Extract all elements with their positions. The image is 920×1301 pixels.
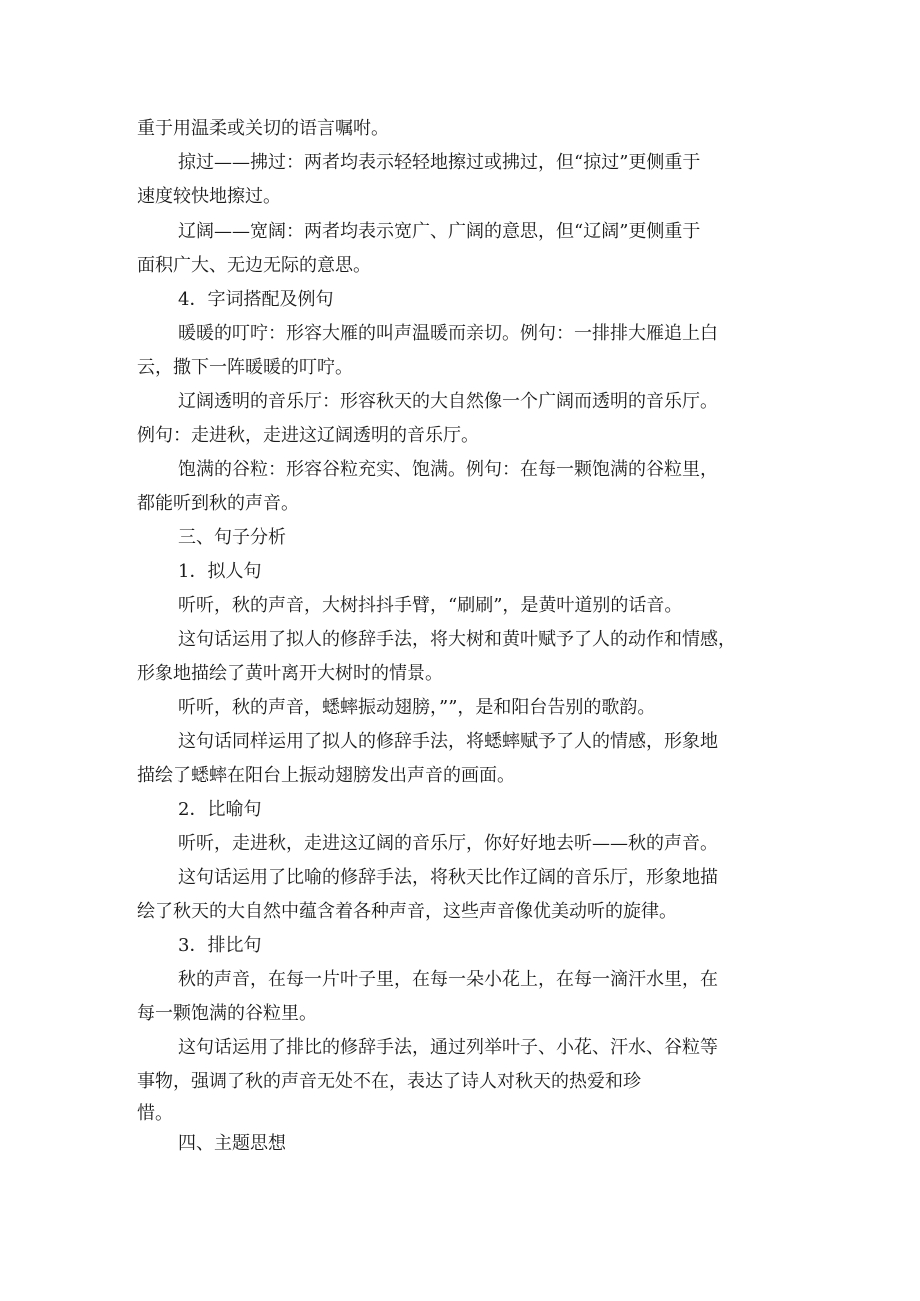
text-line: 例句：走进秋，走进这辽阔透明的音乐厅。	[137, 425, 479, 446]
section-heading: 2．比喻句	[178, 799, 262, 820]
text-line: 饱满的谷粒：形容谷粒充实、饱满。例句：在每一颗饱满的谷粒里，	[178, 459, 718, 480]
text-line: 都能听到秋的声音。	[137, 493, 299, 514]
text-line: 听听，走进秋，走进这辽阔的音乐厅，你好好地去听——秋的声音。	[178, 833, 718, 854]
section-heading: 四、主题思想	[178, 1133, 286, 1154]
text-line: 惜。	[137, 1103, 173, 1124]
text-line: 每一颗饱满的谷粒里。	[137, 1003, 317, 1024]
text-line: 辽阔——宽阔：两者均表示宽广、广阔的意思，但“辽阔”更侧重于	[178, 221, 701, 242]
text-line: 事物，强调了秋的声音无处不在，表达了诗人对秋天的热爱和珍	[137, 1071, 641, 1092]
text-line: 云，撒下一阵暖暖的叮咛。	[137, 357, 353, 378]
text-line: 听听，秋的声音，大树抖抖手臂，“刷刷”，是黄叶道别的话音。	[178, 595, 683, 616]
text-line: 这句话同样运用了拟人的修辞手法，将蟋蟀赋予了人的情感，形象地	[178, 731, 718, 752]
text-line: 这句话运用了拟人的修辞手法，将大树和黄叶赋予了人的动作和情感，	[178, 629, 736, 650]
text-line: 描绘了蟋蟀在阳台上振动翅膀发出声音的画面。	[137, 765, 515, 786]
text-line: 这句话运用了排比的修辞手法，通过列举叶子、小花、汗水、谷粒等	[178, 1037, 718, 1058]
section-heading: 3．排比句	[178, 935, 262, 956]
text-line: 重于用温柔或关切的语言嘱咐。	[137, 118, 389, 139]
text-line: 绘了秋天的大自然中蕴含着各种声音，这些声音像优美动听的旋律。	[137, 901, 677, 922]
text-line: 暖暖的叮咛：形容大雁的叫声温暖而亲切。例句：一排排大雁追上白	[178, 323, 718, 344]
section-heading: 4．字词搭配及例句	[178, 289, 334, 310]
text-line: 这句话运用了比喻的修辞手法，将秋天比作辽阔的音乐厅，形象地描	[178, 867, 718, 888]
text-line: 面积广大、无边无际的意思。	[137, 255, 371, 276]
text-line: 秋的声音，在每一片叶子里，在每一朵小花上，在每一滴汗水里，在	[178, 969, 718, 990]
text-line: 形象地描绘了黄叶离开大树时的情景。	[137, 663, 443, 684]
text-line: 掠过——拂过：两者均表示轻轻地擦过或拂过，但“掠过”更侧重于	[178, 152, 701, 173]
section-heading: 三、句子分析	[178, 527, 286, 548]
text-line: 辽阔透明的音乐厅：形容秋天的大自然像一个广阔而透明的音乐厅。	[178, 391, 718, 412]
text-line: 听听，秋的声音，蟋蟀振动翅膀，””，是和阳台告别的歌韵。	[178, 697, 656, 718]
section-heading: 1．拟人句	[178, 561, 262, 582]
text-line: 速度较快地擦过。	[137, 186, 281, 207]
